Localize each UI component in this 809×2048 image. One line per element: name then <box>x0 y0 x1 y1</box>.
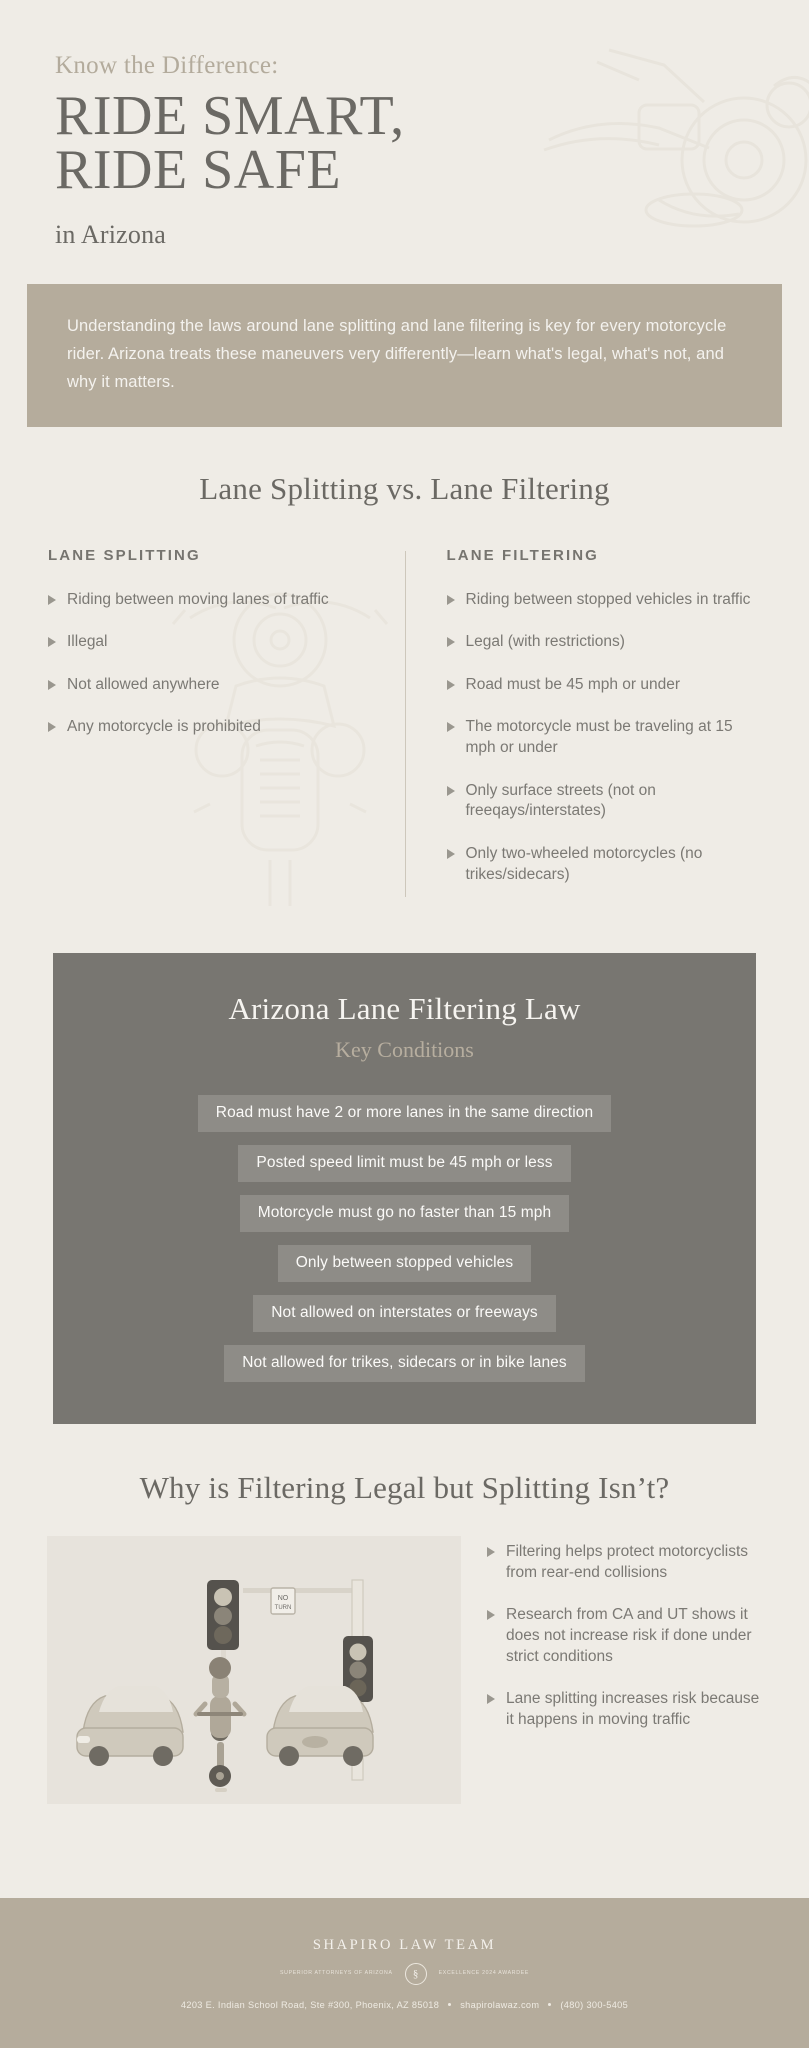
why-section <box>0 1470 809 1804</box>
footer <box>0 1898 809 2048</box>
triangle-bullet-icon <box>48 637 56 647</box>
list-item <box>48 717 379 738</box>
list-item-text: Research from CA and UT shows it does not increase risk if done under strict conditions <box>506 1606 752 1665</box>
condition-pill: Not allowed on interstates or freeways <box>253 1295 556 1332</box>
list-item-text: Not allowed anywhere <box>67 675 220 693</box>
footer-address: 4203 E. Indian School Road, Ste #300, Phoenix, AZ 85018 <box>180 1999 440 2010</box>
list-item-text: The motorcycle must be traveling at 15 mph or under <box>465 718 733 757</box>
traffic-scene-illustration-icon <box>47 1536 461 1804</box>
list-item <box>447 632 762 653</box>
column-lane-filtering <box>405 547 762 907</box>
list-item <box>48 590 379 611</box>
filtering-illustration <box>47 1536 461 1804</box>
why-section-title: Why is Filtering Legal but Splitting Isn’t? <box>139 1470 670 1506</box>
list-item-text: Any motorcycle is prohibited <box>67 718 261 736</box>
triangle-bullet-icon <box>447 849 455 859</box>
condition-pill: Only between stopped vehicles <box>278 1245 531 1282</box>
triangle-bullet-icon <box>447 722 455 732</box>
footer-website[interactable]: shapirolawaz.com <box>460 1999 540 2010</box>
footer-badges <box>280 1963 529 1985</box>
list-lane-splitting <box>48 590 379 738</box>
list-item-text: Legal (with restrictions) <box>465 633 625 651</box>
law-seal-icon: § <box>405 1963 427 1985</box>
why-section-body <box>47 1536 762 1804</box>
separator-dot-icon <box>548 2003 551 2006</box>
triangle-bullet-icon <box>48 722 56 732</box>
footer-phone[interactable]: (480) 300-5405 <box>560 1999 629 2010</box>
triangle-bullet-icon <box>447 680 455 690</box>
triangle-bullet-icon <box>487 1694 495 1704</box>
list-item-text: Lane splitting increases risk because it happens in moving traffic <box>506 1690 760 1728</box>
triangle-bullet-icon <box>447 595 455 605</box>
list-item-text: Illegal <box>67 633 108 651</box>
list-item <box>447 675 762 696</box>
list-item <box>487 1542 762 1583</box>
page-subtitle: in Arizona <box>55 219 167 249</box>
svg-text:TURN: TURN <box>274 1605 292 1612</box>
triangle-bullet-icon <box>48 595 56 605</box>
condition-pill: Motorcycle must go no faster than 15 mph <box>240 1195 569 1232</box>
comparison-title: Lane Splitting vs. Lane Filtering <box>199 470 610 506</box>
footer-brand: SHAPIRO LAW TEAM <box>312 1936 497 1953</box>
column-heading-filtering: LANE FILTERING <box>446 546 599 564</box>
comparison-columns <box>48 547 761 907</box>
triangle-bullet-icon <box>447 786 455 796</box>
list-item <box>48 675 379 696</box>
svg-text:NO: NO <box>277 1595 289 1603</box>
list-item-text: Only surface streets (not on freeqays/interstates) <box>465 781 656 820</box>
list-item <box>487 1605 762 1667</box>
law-card <box>53 953 756 1424</box>
page-title-line-1: RIDE SMART, <box>55 85 405 147</box>
condition-pill: Road must have 2 or more lanes in the same direction <box>198 1095 611 1132</box>
list-item-text: Road must be 45 mph or under <box>465 675 681 693</box>
list-item <box>48 632 379 653</box>
separator-dot-icon <box>448 2003 451 2006</box>
list-lane-filtering <box>447 590 762 885</box>
page-title-line-2: RIDE SAFE <box>55 138 342 201</box>
list-item <box>447 717 762 758</box>
law-card-title: Arizona Lane Filtering Law <box>228 991 581 1027</box>
badge-right-text: EXCELLENCE 2024 AWARDEE <box>438 1969 530 1976</box>
list-item <box>447 844 762 885</box>
column-divider <box>405 551 406 897</box>
intro-banner <box>27 284 782 427</box>
intro-paragraph: Understanding the laws around lane splitting and lane filtering is key for every motorcycle rider. Arizona treats these maneuvers very differently—learn what's legal, what's not, and why it matters. <box>67 316 727 392</box>
condition-pill: Not allowed for trikes, sidecars or in bike lanes <box>224 1345 585 1382</box>
list-item-text: Riding between stopped vehicles in traffic <box>465 590 751 608</box>
list-item <box>447 781 762 822</box>
list-item-text: Filtering helps protect motorcyclists from rear-end collisions <box>506 1543 749 1581</box>
list-item <box>447 590 762 611</box>
badge-left-text: SUPERIOR ATTORNEYS OF ARIZONA <box>279 1969 393 1976</box>
triangle-bullet-icon <box>487 1610 495 1620</box>
header-eyebrow: Know the Difference: <box>55 52 279 79</box>
condition-pill: Posted speed limit must be 45 mph or less <box>238 1145 570 1182</box>
list-item-text: Riding between moving lanes of traffic <box>67 590 329 608</box>
page-title <box>55 85 754 201</box>
comparison-section <box>0 471 809 907</box>
column-heading-splitting: LANE SPLITTING <box>48 546 201 564</box>
list-item-text: Only two-wheeled motorcycles (no trikes/sidecars) <box>465 844 703 883</box>
triangle-bullet-icon <box>487 1547 495 1557</box>
footer-contact-line <box>181 2000 628 2010</box>
triangle-bullet-icon <box>48 680 56 690</box>
page-header <box>0 0 809 250</box>
law-conditions-list <box>83 1095 726 1382</box>
list-item <box>487 1689 762 1730</box>
why-list <box>487 1536 762 1804</box>
triangle-bullet-icon <box>447 637 455 647</box>
law-card-subtitle: Key Conditions <box>335 1037 474 1063</box>
column-lane-splitting <box>48 547 405 907</box>
